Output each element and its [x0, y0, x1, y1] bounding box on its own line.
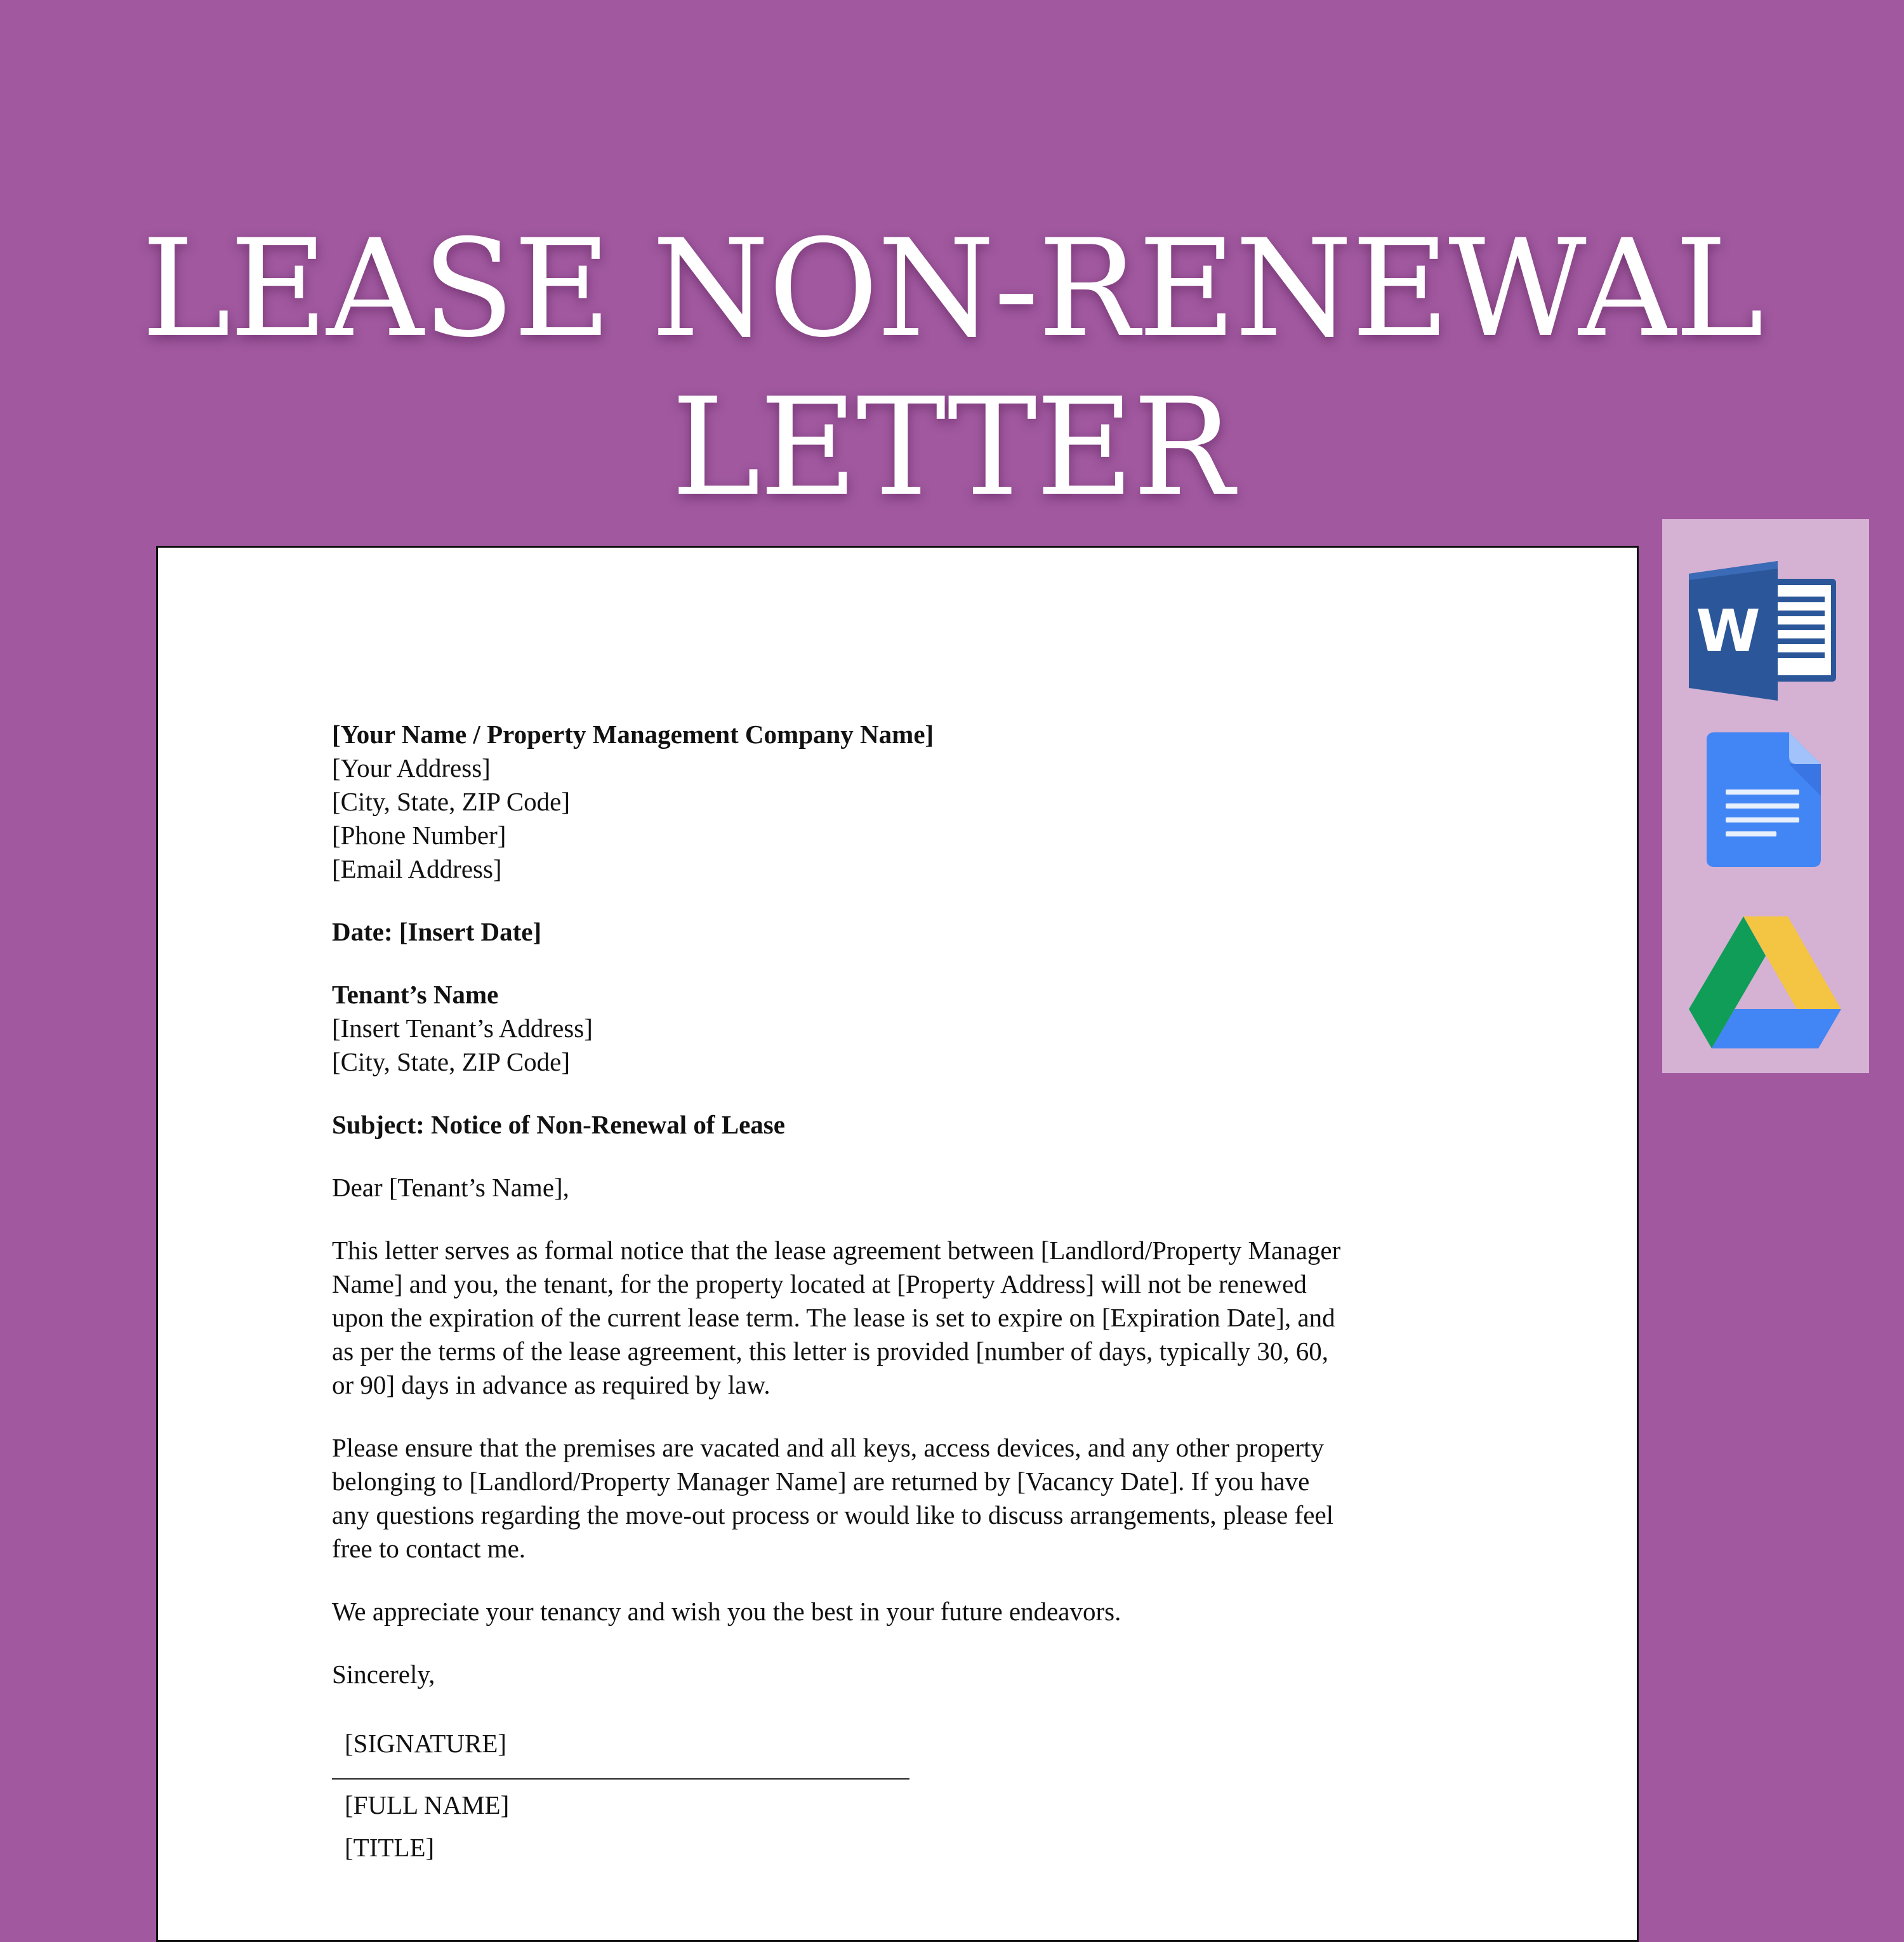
paragraph-1: [332, 1234, 1487, 1402]
word-icon: [1689, 561, 1841, 701]
letter-body: [332, 718, 1487, 1865]
page-title: [0, 209, 1904, 527]
paragraph-2-line: free to contact me.: [332, 1534, 526, 1563]
letter-salutation: Dear [Tenant’s Name],: [332, 1173, 569, 1202]
google-docs-icon: [1689, 732, 1841, 872]
letter-subject: Subject: Notice of Non-Renewal of Lease: [332, 1110, 785, 1139]
paragraph-1-line: as per the terms of the lease agreement, this letter is provided [number of days, typically 30, 60,: [332, 1337, 1329, 1366]
paragraph-3-line: We appreciate your tenancy and wish you the best in your future endeavors.: [332, 1597, 1121, 1626]
paragraph-1-line: or 90] days in advance as required by law.: [332, 1370, 770, 1399]
google-drive-icon: [1689, 916, 1841, 1056]
recipient-block: [332, 978, 1487, 1079]
signature-placeholder: [SIGNATURE]: [345, 1729, 507, 1758]
letter-closing: Sincerely,: [332, 1660, 435, 1689]
title-line-2: LETTER: [671, 369, 1233, 525]
paragraph-1-line: Name] and you, the tenant, for the property located at [Property Address] will not be renewed: [332, 1269, 1307, 1298]
signature-line: [332, 1778, 909, 1780]
letter-document-preview: [156, 546, 1639, 1942]
subject-block: [332, 1108, 1487, 1142]
recipient-name: Tenant’s Name: [332, 980, 499, 1009]
recipient-city: [City, State, ZIP Code]: [332, 1047, 571, 1076]
closing-block: [332, 1658, 1487, 1865]
format-icons-panel: [1662, 519, 1869, 1073]
title-placeholder: [TITLE]: [345, 1833, 435, 1862]
sender-address: [Your Address]: [332, 753, 491, 783]
sender-email: [Email Address]: [332, 854, 502, 883]
paragraph-3: [332, 1595, 1487, 1628]
paragraph-2-line: any questions regarding the move-out process or would like to discuss arrangements, please feel: [332, 1500, 1334, 1529]
paragraph-1-line: upon the expiration of the current lease term. The lease is set to expire on [Expiration Date], and: [332, 1303, 1335, 1332]
sender-city: [City, State, ZIP Code]: [332, 787, 571, 816]
paragraph-1-line: This letter serves as formal notice that the lease agreement between [Landlord/Property Manager: [332, 1236, 1341, 1265]
full-name-placeholder: [FULL NAME]: [345, 1790, 510, 1820]
paragraph-2: [332, 1431, 1487, 1566]
paragraph-2-line: Please ensure that the premises are vacated and all keys, access devices, and any other property: [332, 1433, 1325, 1462]
letter-date: Date: [Insert Date]: [332, 917, 542, 946]
word-icon-letter: W: [1696, 597, 1761, 665]
title-line-1: LEASE NON-RENEWAL: [141, 210, 1763, 367]
sender-name: [Your Name / Property Management Company Name]: [332, 720, 934, 749]
date-block: [332, 915, 1487, 949]
paragraph-2-line: belonging to [Landlord/Property Manager Name] are returned by [Vacancy Date]. If you have: [332, 1467, 1310, 1496]
sender-block: [332, 718, 1487, 886]
recipient-address: [Insert Tenant’s Address]: [332, 1014, 593, 1043]
salutation-block: [332, 1171, 1487, 1205]
sender-phone: [Phone Number]: [332, 821, 506, 850]
